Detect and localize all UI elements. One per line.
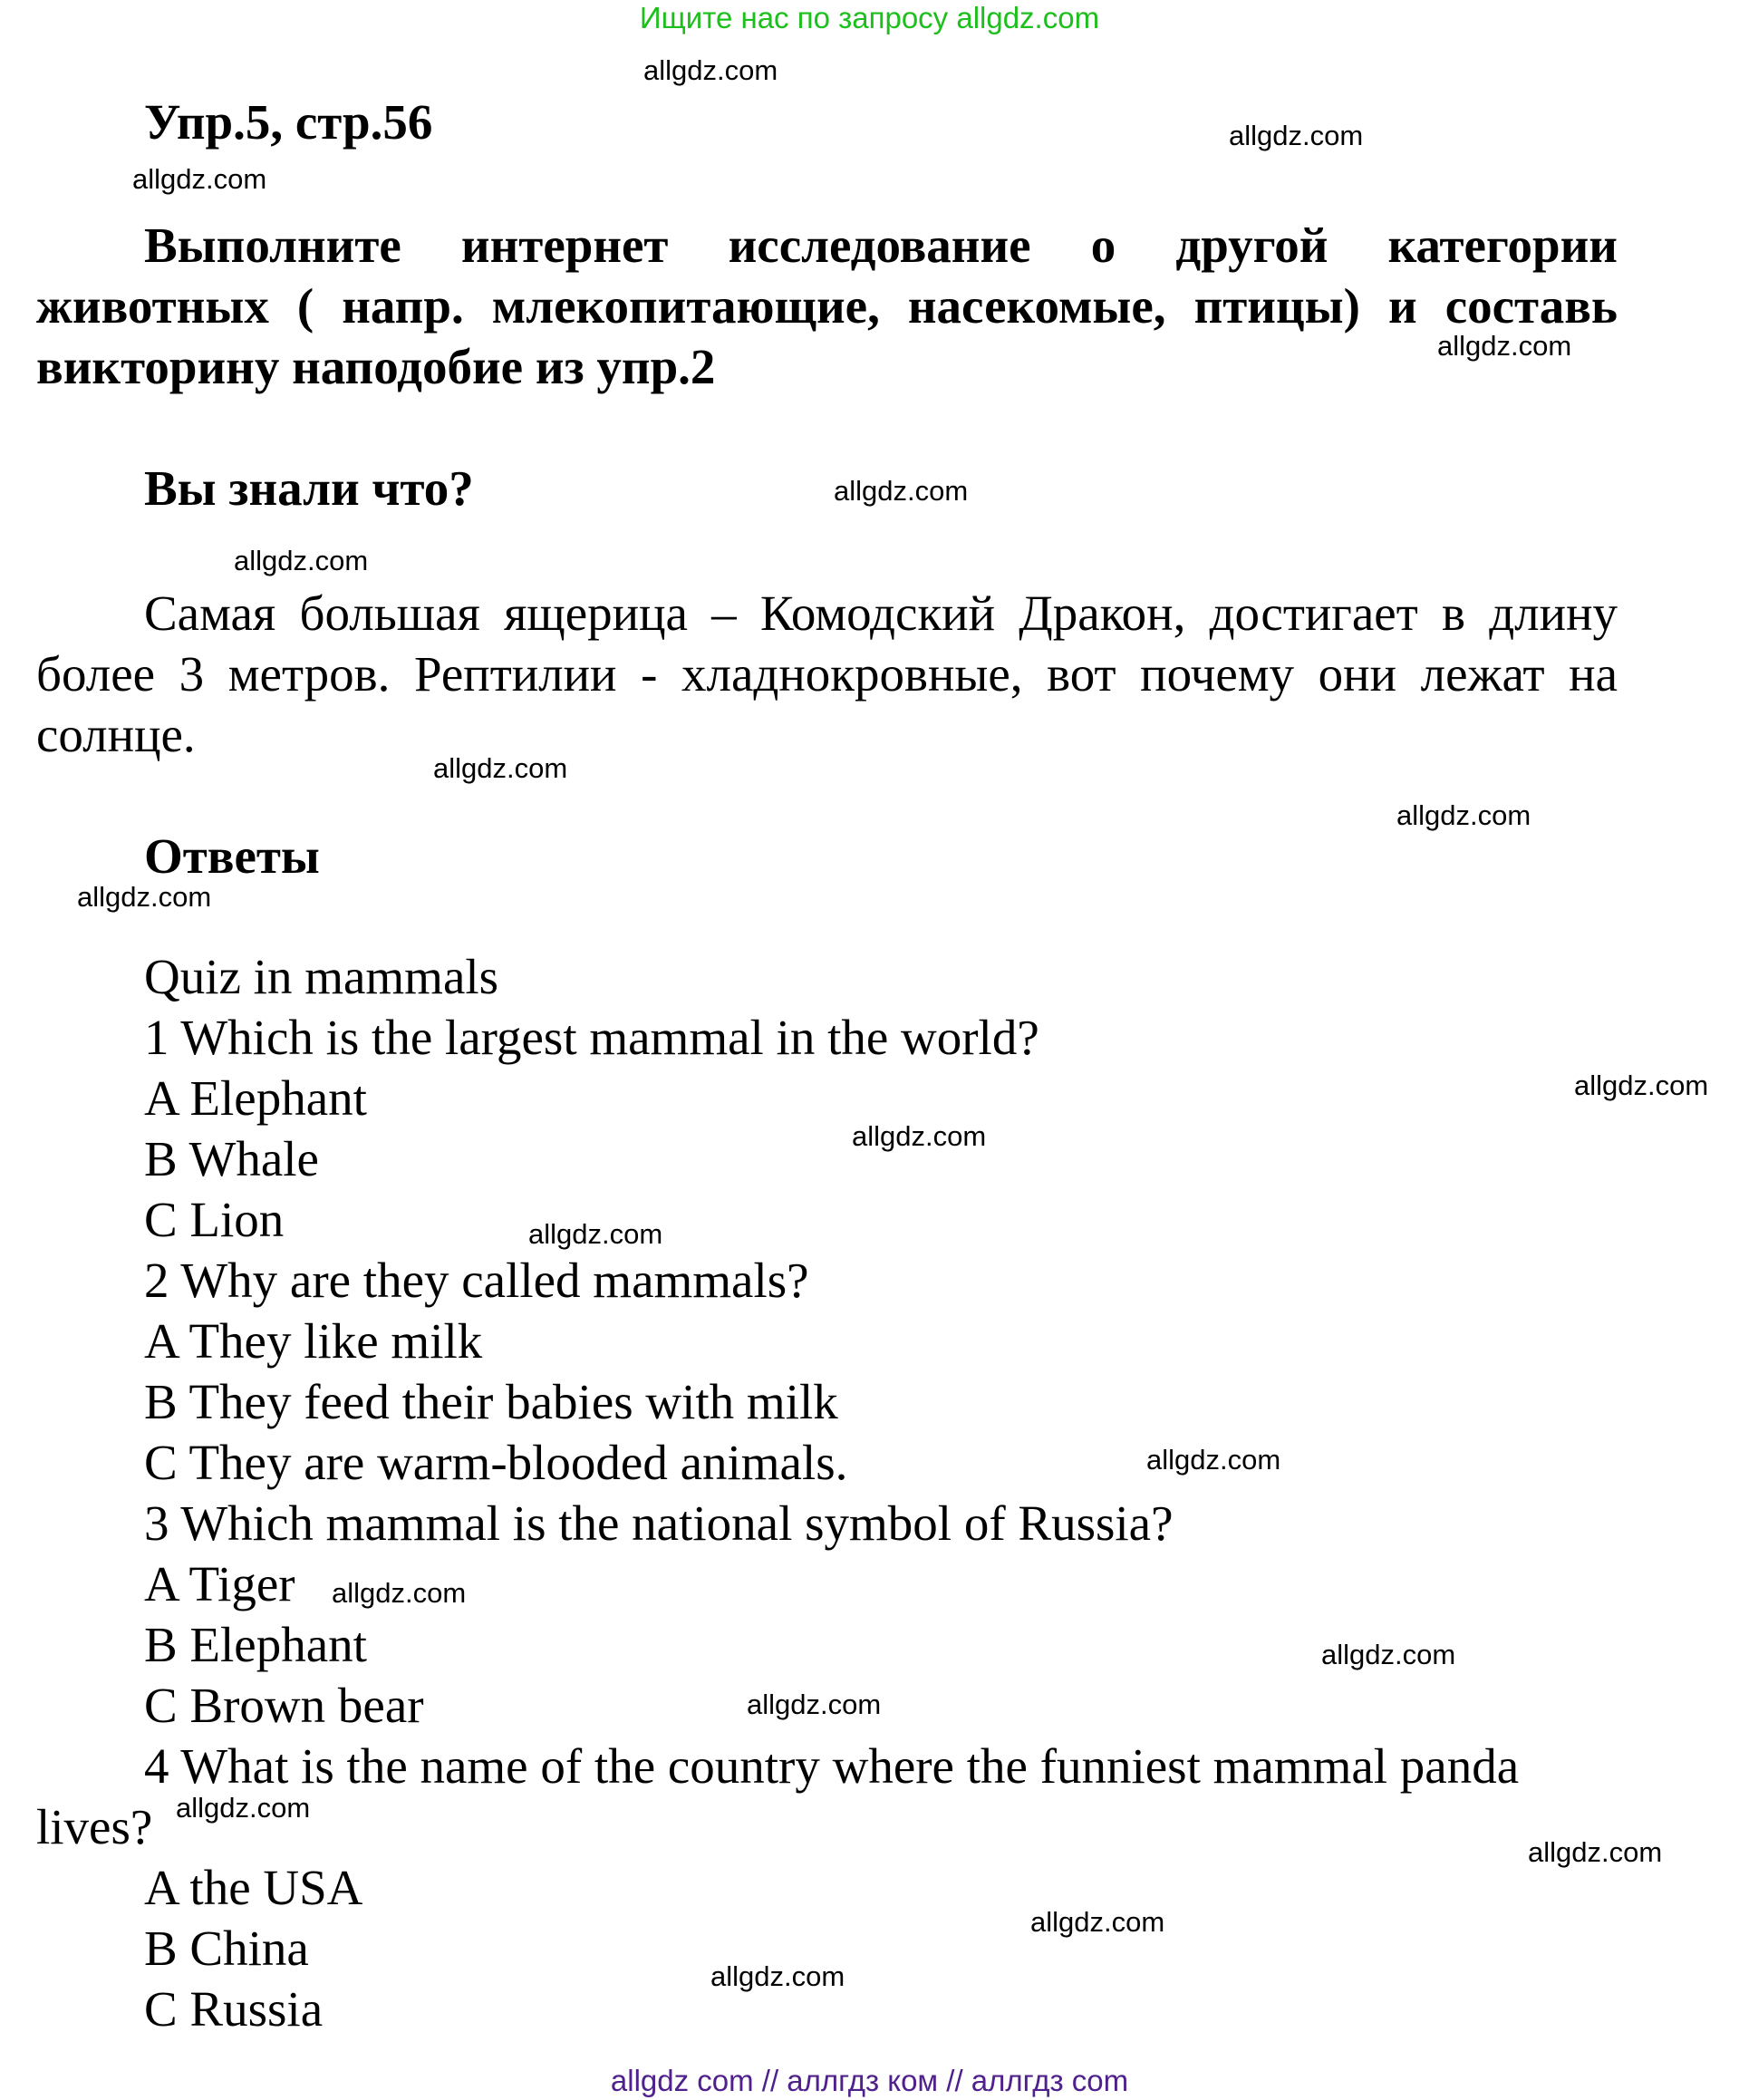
watermark: allgdz.com [834,475,969,507]
exercise-title: Упр.5, стр.56 [144,94,433,150]
exercise-task: Выполните интернет исследование о другой категории животных ( напр. млекопитающие, насекомые, птицы) и составь викторину наподобие из упр.2 [36,218,1618,394]
question-4: 4 What is the name of the country where the funniest mammal panda lives? [36,1738,1520,1854]
watermark: allgdz.com [1574,1069,1709,1101]
bottom-banner[interactable]: allgdz com // аллгдз ком // аллгдз com [610,2064,1129,2097]
question-3: 3 Which mammal is the national symbol of Russia? [144,1495,1174,1551]
question-1: 1 Which is the largest mammal in the world? [144,1010,1039,1065]
question-4-option-c: C Russia [144,1981,324,2037]
watermark: allgdz.com [1321,1639,1456,1670]
question-4-option-b: B China [144,1921,309,1976]
watermark: allgdz.com [1396,799,1531,831]
watermark: allgdz.com [1146,1444,1281,1476]
question-2-option-c: C They are warm-blooded animals. [144,1435,848,1490]
watermark: allgdz.com [234,545,369,576]
watermark: allgdz.com [332,1577,467,1609]
watermark: allgdz.com [1229,120,1364,151]
question-3-option-a: A Tiger [144,1556,295,1611]
watermark: allgdz.com [1437,330,1572,362]
did-you-know-title: Вы знали что? [144,460,474,516]
question-1-option-c: C Lion [144,1192,285,1247]
question-3-option-c: C Brown bear [144,1678,424,1733]
watermark: allgdz.com [176,1792,311,1824]
question-1-option-a: A Elephant [144,1070,367,1126]
watermark: allgdz.com [528,1218,663,1250]
question-2-option-a: A They like milk [144,1313,483,1369]
question-4-option-a: A the USA [144,1860,363,1915]
watermark: allgdz.com [132,163,267,195]
watermark: allgdz.com [1030,1906,1165,1938]
watermark: allgdz.com [852,1120,987,1152]
watermark: allgdz.com [77,881,212,913]
top-banner[interactable]: Ищите нас по запросу allgdz.com [639,1,1100,34]
question-1-option-b: B Whale [144,1131,319,1186]
watermark: allgdz.com [747,1689,882,1720]
answers-title: Ответы [144,828,320,884]
did-you-know-text: Самая большая ящерица – Комодский Дракон, достигает в длину более 3 метров. Рептилии - хладнокровные, вот почему они лежат на солнце. [36,585,1618,762]
quiz-title: Quiz in mammals [144,949,499,1004]
question-3-option-b: B Elephant [144,1617,367,1672]
watermark: allgdz.com [1528,1836,1663,1868]
watermark: allgdz.com [710,1960,845,1992]
watermark: allgdz.com [433,752,568,784]
question-2: 2 Why are they called mammals? [144,1253,809,1308]
question-2-option-b: B They feed their babies with milk [144,1374,838,1429]
watermark: allgdz.com [643,54,778,86]
